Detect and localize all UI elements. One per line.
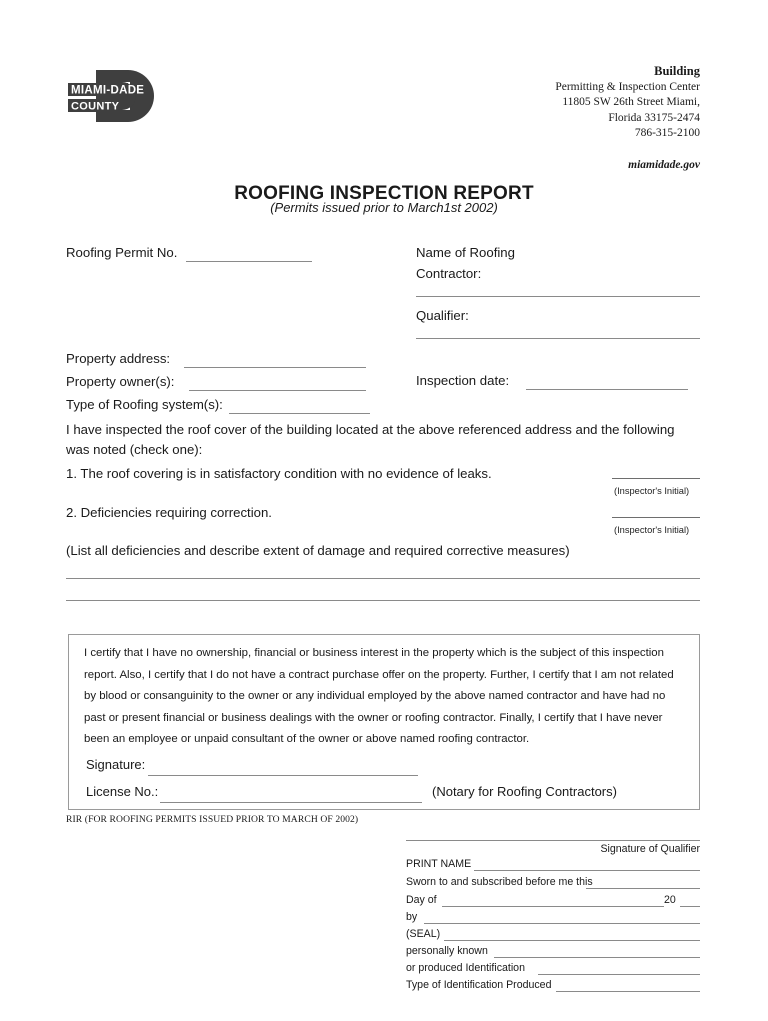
option-2-initial-label: (Inspector's Initial) (614, 525, 690, 535)
day-of-label: Day of (406, 894, 437, 906)
license-no-label: License No.: (86, 784, 159, 799)
address-line-2: 11805 SW 26th Street Miami, (562, 96, 700, 108)
name-of-roofing-label: Name of Roofing (416, 245, 515, 260)
department-address-block (440, 64, 700, 173)
deficiency-list-note: (List all deficiencies and describe extent of damage and required corrective measures) (66, 543, 570, 558)
qualifier-input-line[interactable] (416, 338, 700, 339)
signature-input-line[interactable] (148, 775, 418, 776)
day-of-input-line[interactable] (442, 906, 664, 907)
notary-note: (Notary for Roofing Contractors) (432, 784, 617, 799)
property-address-input-line[interactable] (184, 367, 366, 368)
year-input-line[interactable] (680, 906, 700, 907)
certification-text: I certify that I have no ownership, financial or business interest in the property which is the subject of this inspection report. Also, I certify that I do not have a contract purchase offer on the property. Further, I certify that I am not related by blood or consanguinity to the owner or any individual employed by the above named contractor and have had no past or present financial or business dealings with the owner or roofing contractor. Finally, I certify that I have never been an employee or unpaid consultant of the owner or above named roofing contractor. (84, 647, 674, 746)
signature-label: Signature: (86, 757, 146, 772)
property-owners-label: Property owner(s): (66, 374, 175, 389)
year-prefix-label: 20 (664, 894, 676, 906)
property-address-label: Property address: (66, 351, 171, 366)
property-owners-input-line[interactable] (189, 390, 366, 391)
personally-known-label: personally known (406, 945, 488, 957)
address-line-1: Permitting & Inspection Center (555, 80, 700, 93)
website-url: miamidade.gov (628, 158, 700, 171)
address-line-3: Florida 33175-2474 (608, 111, 700, 124)
option-2-initial-line[interactable] (612, 517, 700, 518)
inspection-statement: I have inspected the roof cover of the building located at the above referenced address and the following was noted (check one): (66, 422, 675, 457)
roofing-system-label: Type of Roofing system(s): (66, 397, 223, 412)
type-of-id-input-line[interactable] (556, 991, 700, 992)
print-name-input-line[interactable] (474, 870, 700, 871)
produced-id-label: or produced Identification (406, 962, 525, 974)
phone-number: 786-315-2100 (634, 127, 700, 139)
produced-id-input-line[interactable] (538, 974, 700, 975)
contractor-label: Contractor: (416, 266, 482, 281)
form-code: RIR (FOR ROOFING PERMITS ISSUED PRIOR TO MARCH OF 2002) (66, 814, 359, 825)
inspection-date-input-line[interactable] (526, 389, 688, 390)
department-title: Building (654, 64, 700, 78)
option-2-deficiencies: 2. Deficiencies requiring correction. (66, 505, 272, 520)
sworn-input-line[interactable] (586, 888, 700, 889)
option-1-initial-line[interactable] (612, 478, 700, 479)
permit-no-label: Roofing Permit No. (66, 245, 178, 260)
by-label: by (406, 911, 418, 923)
page-subtitle: (Permits issued prior to March1st 2002) (270, 200, 498, 215)
option-1-satisfactory: 1. The roof covering is in satisfactory condition with no evidence of leaks. (66, 466, 492, 481)
license-no-input-line[interactable] (160, 802, 422, 803)
type-of-id-label: Type of Identification Produced (406, 979, 552, 991)
seal-label: (SEAL) (406, 928, 441, 940)
sworn-label: Sworn to and subscribed before me this (406, 876, 593, 888)
signature-of-qualifier-label: Signature of Qualifier (600, 843, 700, 855)
deficiency-line-2[interactable] (66, 600, 700, 601)
deficiency-line-1[interactable] (66, 578, 700, 579)
signature-of-qualifier-line[interactable] (406, 840, 700, 841)
contractor-input-line[interactable] (416, 296, 700, 297)
qualifier-label: Qualifier: (416, 308, 469, 323)
miami-dade-county-logo (66, 68, 174, 124)
svg-text:MIAMI-DADE: MIAMI-DADE (71, 84, 145, 97)
inspection-date-label: Inspection date: (416, 373, 510, 388)
print-name-label: PRINT NAME (406, 858, 472, 870)
personally-known-input-line[interactable] (494, 957, 700, 958)
svg-text:COUNTY: COUNTY (71, 100, 120, 113)
option-1-initial-label: (Inspector's Initial) (614, 486, 690, 496)
seal-input-line[interactable] (444, 940, 700, 941)
roofing-system-input-line[interactable] (229, 413, 370, 414)
permit-no-input-line[interactable] (186, 261, 312, 262)
page-title: ROOFING INSPECTION REPORT (234, 183, 534, 204)
by-input-line[interactable] (424, 923, 700, 924)
